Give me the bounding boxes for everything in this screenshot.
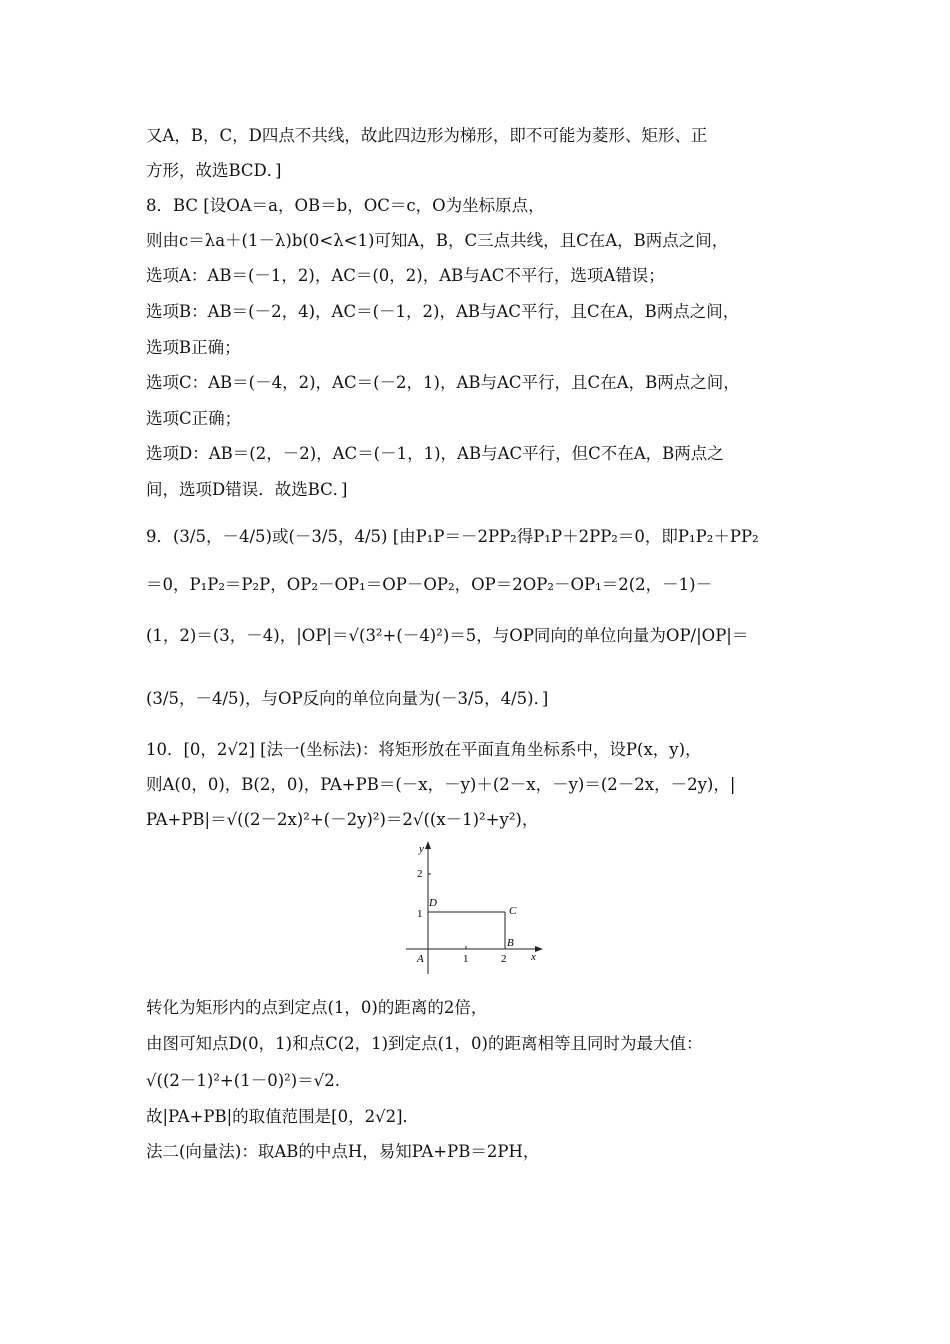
text-line: 9．(3/5，－4/5)或(－3/5，4/5) [由P₁P＝－2PP₂得P₁P＋2PP₂＝0，即P₁P₂＋PP₂ [146,527,759,546]
rectangle-coordinate-figure [400,838,550,978]
text-line: 故|PA+PB|的取值范围是[0，2√2]． [146,1107,420,1126]
text-line: 选项C正确； [146,409,242,428]
text-line: 方形，故选BCD．] [146,161,282,180]
x-axis-label: x [531,951,536,963]
y-tick-label: 2 [417,868,423,880]
point-a-label: A [417,953,424,965]
y-tick-label: 1 [417,908,423,920]
text-line: (3/5，－4/5)，与OP反向的单位向量为(－3/5，4/5)．] [146,689,549,708]
text-line: (1，2)＝(3，－4)，|OP|＝√(3²+(－4)²)＝5，与OP同向的单位向量为OP/|OP|＝ [146,626,749,645]
text-line: 选项B：AB＝(－2，4)，AC＝(－1，2)，AB与AC平行，且C在A，B两点之间， [146,302,740,321]
text-line: 选项C：AB＝(－4，2)，AC＝(－2，1)，AB与AC平行，且C在A，B两点之间， [146,373,740,392]
x-tick-label: 2 [501,953,507,965]
point-d-label: D [429,897,437,909]
text-line: 则A(0，0)，B(2，0)，PA+PB＝(－x，－y)＋(2－x，－y)＝(2－2x，－2y)，| [146,775,736,794]
y-axis-label: y [419,843,424,855]
point-c-label: C [509,905,517,917]
text-line: 由图可知点D(0，1)和点C(2，1)到定点(1，0)的距离相等且同时为最大值： [146,1034,703,1053]
text-line: 间，选项D错误．故选BC．] [146,480,348,499]
text-line: 则由c＝λa＋(1－λ)b(0<λ<1)可知A，B，C三点共线，且C在A，B两点之间， [146,231,729,250]
text-line: 又A，B，C，D四点不共线，故此四边形为梯形，即不可能为菱形、矩形、正 [146,126,708,145]
text-line: 选项B正确； [146,338,241,357]
x-tick-label: 1 [463,953,469,965]
text-line: 选项A：AB＝(－1，2)，AC＝(0，2)，AB与AC不平行，选项A错误； [146,266,665,285]
text-line: 8．BC [设OA＝a，OB＝b，OC＝c，O为坐标原点， [146,196,545,215]
text-line: PA+PB|＝√((2－2x)²+(－2y)²)＝2√((x－1)²+y²)， [146,810,539,829]
text-line: 转化为矩形内的点到定点(1，0)的距离的2倍， [146,998,488,1017]
text-line: 法二(向量法)：取AB的中点H，易知PA+PB＝2PH， [146,1142,540,1161]
text-line: 选项D：AB＝(2，－2)，AC＝(－1，1)，AB与AC平行，但C不在A，B两点之 [146,444,724,463]
point-b-label: B [507,937,514,949]
text-line: √((2－1)²+(1－0)²)＝√2. [146,1071,340,1090]
text-line: ＝0，P₁P₂＝P₂P，OP₂－OP₁＝OP－OP₂，OP＝2OP₂－OP₁＝2(2，－1)－ [146,575,713,594]
text-line: 10．[0，2√2] [法一(坐标法)：将矩形放在平面直角坐标系中，设P(x，y)， [146,740,702,759]
